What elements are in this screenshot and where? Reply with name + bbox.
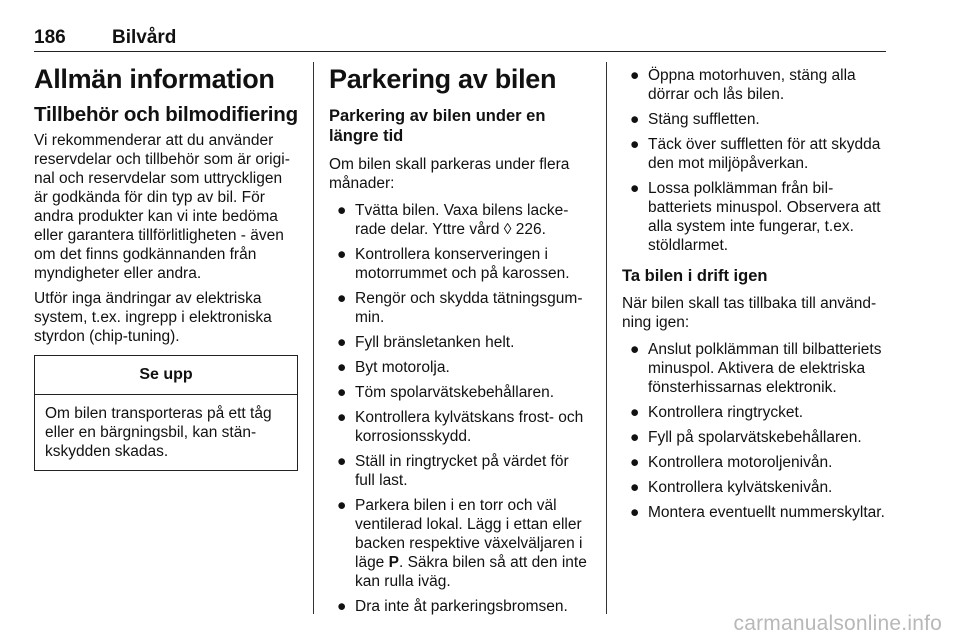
list-item: ● Kontrollera motoroljenivån. xyxy=(630,454,833,471)
bullet-icon: ● xyxy=(630,479,640,496)
chapter-heading-parking: Parkering av bilen xyxy=(329,64,557,94)
caution-text: Om bilen transporteras på ett tåg eller en bärgningsbil, kan stänkskydden skadas. xyxy=(45,405,272,460)
list-item: ● Fyll på spolarvätskebehållaren. xyxy=(630,429,862,446)
list-item: ● Lossa polklämman från bilbatteriets minuspol. Observera att alla system inte fungerar, t.ex. stöldlarmet. xyxy=(630,180,881,254)
section-heading-accessories: Tillbehör och bilmodifiering xyxy=(34,103,298,126)
bullet-icon: ● xyxy=(337,202,347,219)
section-heading-long-term-parking: Parkering av bilen under en längre tid xyxy=(329,107,546,145)
section-heading-recommission: Ta bilen i drift igen xyxy=(622,267,768,285)
list-item: ● Öppna motorhuven, stäng alla dörrar och lås bilen. xyxy=(630,67,856,103)
chapter-heading: Allmän information xyxy=(34,64,275,94)
caution-box xyxy=(34,355,298,471)
bullet-icon: ● xyxy=(337,453,347,470)
column-middle xyxy=(329,62,591,622)
bullet-icon: ● xyxy=(337,290,347,307)
column-divider-1 xyxy=(313,62,314,614)
bullet-icon: ● xyxy=(630,429,640,446)
list-item: ● Stäng suffletten. xyxy=(630,111,760,128)
paragraph-accessories: Vi rekommenderar att du använder reservdelar och tillbehör som är original och reservdelar som uttryckligen är godkända för din typ av bil. För andra produkter kan vi inte bedöma eller garantera tillförlitligheten - även om det finns godkännanden från myndigheter eller andra. xyxy=(34,132,290,282)
bullet-icon: ● xyxy=(337,384,347,401)
bullet-icon: ● xyxy=(337,359,347,376)
bullet-icon: ● xyxy=(630,404,640,421)
section-title: Bilvård xyxy=(112,27,177,48)
list-item: ● Ställ in ringtrycket på värdet för full last. xyxy=(337,453,569,489)
bullet-icon: ● xyxy=(630,136,640,153)
caution-title: Se upp xyxy=(35,356,297,395)
list-item: ● Anslut polklämman till bilbatteriets minuspol. Aktivera de elektriska fönsterhissarnas elektronik. xyxy=(630,341,882,396)
bullet-icon: ● xyxy=(337,409,347,426)
bullet-icon: ● xyxy=(630,111,640,128)
page-header xyxy=(34,25,886,52)
bullet-icon: ● xyxy=(337,598,347,615)
list-item: ● Töm spolarvätskebehållaren. xyxy=(337,384,555,401)
list-item: ● Kontrollera kylvätskenivån. xyxy=(630,479,833,496)
bullet-icon: ● xyxy=(630,67,640,84)
parking-list-continued xyxy=(622,66,887,255)
list-item: ● Kontrollera ringtrycket. xyxy=(630,404,804,421)
bullet-icon: ● xyxy=(337,334,347,351)
page-number: 186 xyxy=(34,27,66,48)
bullet-icon: ● xyxy=(630,180,640,197)
list-item: ● Tvätta bilen. Vaxa bilens lackerade delar. Yttre vård ◊ 226. xyxy=(337,202,569,238)
bullet-icon: ● xyxy=(337,246,347,263)
parking-intro: Om bilen skall parkeras under flera månader: xyxy=(329,156,570,192)
column-right xyxy=(622,62,887,528)
column-left xyxy=(34,62,298,471)
list-item: ● Kontrollera kylvätskans frost- och korrosionsskydd. xyxy=(337,409,584,445)
list-item: ● Dra inte åt parkeringsbromsen. xyxy=(337,598,568,615)
recommission-list xyxy=(622,340,887,522)
list-item: ● Täck över suffletten för att skydda den mot miljöpåverkan. xyxy=(630,136,881,172)
watermark-text: carmanualsonline.info xyxy=(733,612,942,635)
paragraph-electrical: Utför inga ändringar av elektriska system, t.ex. ingrepp i elektroniska styrdon (chip-tuning). xyxy=(34,290,272,345)
gear-position-p: P xyxy=(388,554,399,571)
list-item: ● Fyll bränsletanken helt. xyxy=(337,334,515,351)
column-divider-2 xyxy=(606,62,607,614)
bullet-icon: ● xyxy=(337,497,347,514)
list-item: ● Montera eventuellt nummerskyltar. xyxy=(630,504,885,521)
bullet-icon: ● xyxy=(630,341,640,358)
bullet-icon: ● xyxy=(630,504,640,521)
bullet-icon: ● xyxy=(630,454,640,471)
list-item-park: ● Parkera bilen i en torr och väl ventilerad lokal. Lägg i ettan eller backen respektive växelväljaren i läge P. Säkra bilen så att den inte kan rulla iväg. xyxy=(337,497,587,590)
recommission-intro: När bilen skall tas tillbaka till användning igen: xyxy=(622,295,877,331)
list-item: ● Byt motorolja. xyxy=(337,359,450,376)
list-item: ● Rengör och skydda tätningsgummin. xyxy=(337,290,583,326)
parking-list xyxy=(329,201,591,616)
list-item: ● Kontrollera konserveringen i motorrummet och på karossen. xyxy=(337,246,570,282)
